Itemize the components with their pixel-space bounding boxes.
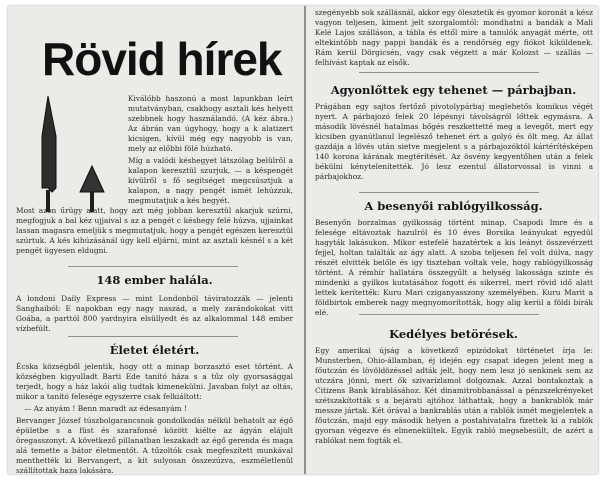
- knife-blade-large: [42, 96, 56, 192]
- burglary-body: Egy amerikai újság a következő epizódokat történetet írja le: Munsterben, Ohio-államban, éj idején egy csapat idegen jelent meg a főutczán és lövöldözéssel adták jelt, hogy nem lesz jó senkinek sem az utczára jönni, mert ők szivarízlamol dolgoznak. Azzal bontakoztak a Citizens Bank kirablásához. Két dinamitrobbanással a pénzszekrényeket szétszakították s a bejárati ajtóhoz láthattak, hogy a bankrablók már messze jártak. Két órával a bankrablás után a rablók ismét megjelentek a főutczán, majd egy második helyen a postahivatalra fizettek ki a rablók gyorsan végezve és elmenekültek. Egyik rabló megsebesült, de azért a rablókat nem fogták el.: [315, 346, 593, 445]
- cow-duel-headline: Agyonlőttek egy tehenet — párbajban.: [330, 83, 577, 97]
- knife-blade-small: [80, 166, 104, 192]
- right-top-text: szegényebb sok szállásnál, akkor egy ölesztetik és gyomor koronát a kész vagyon teljesen, kiment jelt szorgalomtól: mondhatni a bandák a Mali Kelé Lajos szálláson, a tábla és ettől mire a tanulók anyagát mérte, ott eltekintőbb nagy pappi bandák és a rendőrség egy fiókot kiküldenek. Rám kerül Dörgicsén, vagy csak végzett a már Kolozst — szállás — felhívást kaptak az elsők.: [315, 8, 593, 67]
- life-body: Écska községből jelentik, hogy ott a minap borzasztó eset történt. A községben kigyulladt Barti Ede tanító háza s a tűz oly gyorsasággal terjedt, hogy a ház lakói alig tudtak kimenekülni. Javaban folyt az oltás, mikor a tanító felesége egyszerre csak felkiáltott:: [16, 362, 293, 401]
- cow-duel-body: Prágában egy sajtos fertőző pivotolypárbaj meglehetős komikus végét nyert. A párbajozó felek 20 lépésnyi távolságról lőttek egymásra. A második lövésnél hatalmas bőgés reszkettetté meg a levegőt, mert egy kicsiben gyanútlanul legelésző tehenet ért a golyó és ölt meg. Az állat gazdája a lövés után sietve megjelent s a párbajozóktól kártérítésképen 140 korona kárának megtérítését. Az ösvény kegyentőhen után a felek békülni kénytelenítették. Jó lesz ezentul állatorvossal is vinni a párbajokhoz.: [315, 102, 593, 181]
- newspaper-page: [8, 6, 598, 474]
- separator-rule: [359, 72, 539, 73]
- burglary-headline: Kedélyes betörések.: [389, 327, 518, 341]
- separator-rule: [359, 192, 539, 193]
- deaths-body: A londoni Daily Express — mint Londonból táviratozzák — jelenti Sanghaiból: E napokban egy nagy naszád, a mely zarándokokat vitt Goába, a parttól 800 yardnyira elsüllyedt és az alkalommal 148 ember vízbefúlt.: [16, 294, 293, 333]
- deaths-headline: 148 ember halála.: [96, 273, 213, 287]
- masthead-title: Rövid hírek: [36, 34, 288, 84]
- knives-paragraph-3: Most azon űrügy alatt, hogy azt még jobban keresztül akarjuk szúrni, megfogjuk a bal kéz ujjaival s az a pengét c késhegy felé húzva, ujjainkat lassan magasra emeljük s megmutatjuk, hogy a pengét egészen keresztül szúrtuk. A kés kihúzásánál úgy kell eljárni, mint az asztali késnél s a két pengét ügyesen eldugni.: [16, 206, 293, 255]
- separator-rule: [359, 314, 539, 315]
- life-quote: — Az anyám ! Benn maradt az édesanyám !: [24, 404, 187, 413]
- murder-body: Besenyőn borzalmas gyilkosság történt minap. Csapodi Imre és a felesége eltávoztak hazulról és 10 éves Borsika leányukat egyedül hagyták lakásukon. Mikor estefelé hazatértek a kis leányt összevérzett fejjel, holtan találták az ágy alatt. A szoba teljesen fel volt dúlva, nagy részét elvitték belőle és igy tiszteban voltak vele, hogy rablógyilkosság történt. A rémhír hallatára összegyűlt a helység lakossága szinte és mindenki a gyilkos kutatásához fogott és sikerrel, mert rövid idő alatt lettek kerítették: Kuru Mari cziganyasszony személyében. Kuru Marit a földbirtok emberek nagy megnyomorították, hogy alig kerül a földi bírák elé.: [315, 218, 593, 317]
- knife-illustration: [34, 96, 124, 216]
- column-divider: [304, 6, 306, 474]
- life-body-continued: Bervanger József túszbolgarancsnok gondolkodás nélkül behatolt az égő épületbe s a füst és szarafonsé között kiélte az ágyán elájult öregasszonyt. A következő pillanatban leszakadt az égő gerenda és maga alá temette a bátor életmentőt. A tűzoltók csak megfeszített munkával menthették ki Bervangert, a kit sulyosan összezúzva, eszméletlenül szállítottak haza lakására.: [16, 416, 293, 474]
- life-headline: Életet életért.: [109, 343, 200, 357]
- knives-paragraph-2: Míg a valódi késhegyet látszólag belülről a kalapon keresztül szurjuk, — a késpengét kívülről s fő segítséget megcsúsztjuk a kalapon, a nagy pengét ismét lehúzzuk, megmutatjuk a kés hegyét.: [128, 156, 293, 205]
- murder-headline: A besenyői rablógyilkosság.: [364, 199, 543, 213]
- separator-rule: [68, 336, 238, 337]
- knives-paragraph-1: Kiválóbb haszonú a most lapunkban leírt mutatványban, csakhogy asztali kés helyett szebbnek hogy használandó. (A kéz ábra.) Az ábrán van úgyhogy, hogy a k alatizert kicsigen, kívül még egy nagyobb is van, mely az előbbi fölé húzható.: [128, 94, 293, 153]
- separator-rule: [68, 266, 238, 267]
